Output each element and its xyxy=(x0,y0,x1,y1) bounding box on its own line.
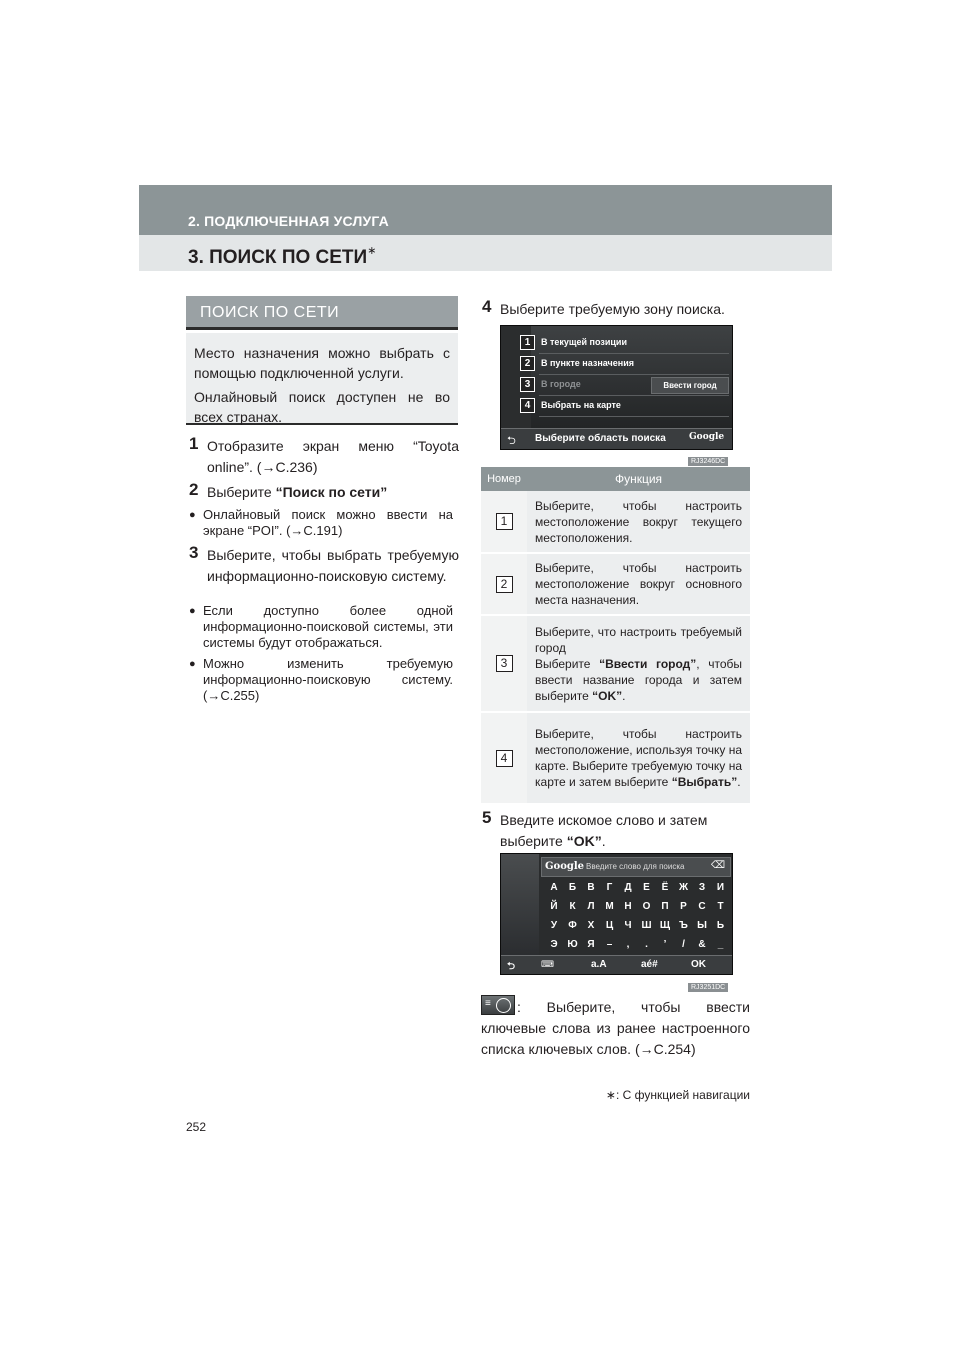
keyboard-key[interactable]: Т xyxy=(717,901,724,912)
step-4 xyxy=(482,297,752,320)
row-text xyxy=(527,712,750,804)
step-2 xyxy=(189,480,459,503)
screen-bottom-bar xyxy=(501,428,732,449)
row-text: Выберите, чтобы настроить местоположение вокруг основного места назначения. xyxy=(527,553,750,615)
keyboard-key[interactable]: Я xyxy=(587,939,595,950)
image-code-text: RJ3246DC xyxy=(688,457,728,466)
row-text-a: Выберите, чтобы настроить местоположение, используя точку на карте. Выберите требуемую точку на карте и затем выберите xyxy=(535,727,742,789)
step-bold-label: “Поиск по сети” xyxy=(275,484,388,500)
keyboard-key[interactable]: Ы xyxy=(697,920,707,931)
keyboard-key[interactable]: ’ xyxy=(663,939,667,950)
keyboard-key[interactable]: . xyxy=(645,939,648,950)
page-title xyxy=(188,244,376,269)
back-arrow-icon[interactable]: ⮌ xyxy=(507,435,516,447)
keyboard-screenshot xyxy=(500,853,733,975)
keyboard-key[interactable]: Г xyxy=(606,882,613,893)
table-row xyxy=(481,491,750,553)
step-text: Отобразите экран меню “Toyota online”. (→C.236) xyxy=(207,438,459,475)
menu-row-city[interactable] xyxy=(524,376,729,396)
step-text: Введите искомое слово и затем выберите xyxy=(500,812,708,849)
col-header-function: Функция xyxy=(527,467,750,491)
table-row xyxy=(481,712,750,804)
step-number: 1 xyxy=(189,434,199,453)
bullet-item: ● Если доступно более одной информационно-поисковой системы, эти системы будут отображаться. xyxy=(203,603,453,651)
keyboard-key[interactable]: А xyxy=(550,882,558,893)
row-label: В городе xyxy=(541,379,581,389)
bullet-item: ● Онлайновый поиск можно ввести на экране “POI”. (→C.191) xyxy=(203,507,453,539)
step-text: Выберите, чтобы выбрать требуемую информационно-поисковую систему. xyxy=(207,547,459,584)
row-number: 2 xyxy=(520,356,535,371)
row-bold: “OK” xyxy=(592,688,623,703)
number-box: 4 xyxy=(496,750,513,767)
symbols-button[interactable]: aé# xyxy=(641,959,658,970)
keyboard-key[interactable]: _ xyxy=(717,939,724,950)
step-1 xyxy=(189,434,459,478)
keyboard-key[interactable]: Ж xyxy=(678,882,689,893)
keyboard-key[interactable]: , xyxy=(626,939,630,950)
step-number: 5 xyxy=(482,808,492,827)
keyboard-key[interactable]: Д xyxy=(624,882,632,893)
row-bold: “Выбрать” xyxy=(671,775,738,789)
step-text: Выберите требуемую зону поиска. xyxy=(500,301,725,317)
step-text: Выберите xyxy=(207,484,276,500)
step-bold-label: “OK” xyxy=(566,833,602,849)
keyboard-key[interactable]: З xyxy=(698,882,706,893)
keyboard-key[interactable]: Й xyxy=(550,901,558,912)
footnote: ∗: С функцией навигации xyxy=(605,1088,750,1102)
row-number: 1 xyxy=(520,335,535,350)
intro-box-body xyxy=(186,333,458,425)
keyboard-key[interactable]: Л xyxy=(587,901,595,912)
number-box: 1 xyxy=(496,513,513,530)
keyword-history-icon: ≡ xyxy=(481,995,515,1015)
keyboard-key[interactable]: Ф xyxy=(568,920,577,931)
screen-title: Выберите область поиска xyxy=(535,433,666,444)
ok-button[interactable]: OK xyxy=(691,959,706,970)
keyboard-key[interactable]: Е xyxy=(643,882,650,893)
keyboard-key[interactable]: В xyxy=(587,882,595,893)
row-text-a: Выберите, что настроить требуемый город xyxy=(535,624,742,655)
intro-heading-text: ПОИСК ПО СЕТИ xyxy=(200,304,340,321)
row-text-d: . xyxy=(622,688,626,703)
keyboard-layout-icon[interactable]: ⌨ xyxy=(541,959,554,969)
keyboard-key[interactable]: Ц xyxy=(605,920,614,931)
keyboard-key[interactable]: К xyxy=(569,901,576,912)
enter-city-button[interactable]: Ввести город xyxy=(651,377,729,394)
keyboard-key[interactable]: Щ xyxy=(659,920,671,931)
row-text xyxy=(527,615,750,712)
search-word-input[interactable] xyxy=(541,857,731,877)
image-code xyxy=(688,976,728,994)
page-number: 252 xyxy=(186,1120,207,1134)
image-code xyxy=(688,450,728,468)
step-number: 3 xyxy=(189,543,199,562)
keyboard-key[interactable]: Ш xyxy=(641,920,652,931)
case-toggle-button[interactable]: a.A xyxy=(591,959,607,970)
keyboard-key[interactable]: С xyxy=(698,901,706,912)
keyboard-key[interactable]: У xyxy=(550,920,558,931)
input-placeholder: Введите слово для поиска xyxy=(586,862,685,871)
number-box: 3 xyxy=(496,655,513,672)
menu-row-map[interactable] xyxy=(524,397,729,417)
step-number: 2 xyxy=(189,480,199,499)
keyboard-key[interactable]: Р xyxy=(680,901,687,912)
row-num-cell xyxy=(481,553,527,615)
keyboard-key[interactable]: Ю xyxy=(567,939,578,950)
function-table xyxy=(481,467,750,805)
keyboard-key[interactable]: Ё xyxy=(661,882,669,893)
row-number: 3 xyxy=(520,377,535,392)
google-logo: Google xyxy=(545,861,585,872)
table-header xyxy=(481,467,750,491)
table-row xyxy=(481,553,750,615)
image-code-text: RJ3251DC xyxy=(688,983,728,992)
row-text-b: . xyxy=(737,775,741,789)
row-text-c: , чтобы ввести название города и затем выберите xyxy=(535,656,742,703)
menu-row-destination[interactable] xyxy=(524,355,729,375)
keyboard-key[interactable]: О xyxy=(642,901,651,912)
search-area-screenshot xyxy=(500,325,733,450)
title-footnote-mark: ∗ xyxy=(367,245,377,257)
intro-box-heading xyxy=(186,296,458,330)
keyboard-key[interactable]: / xyxy=(682,939,685,950)
table-row xyxy=(481,615,750,712)
keyboard-key[interactable]: Н xyxy=(624,901,632,912)
keyboard-key[interactable]: Б xyxy=(568,882,577,893)
row-label: В текущей позиции xyxy=(541,337,627,347)
keyboard-bottom-bar xyxy=(501,955,732,974)
bullet-item: ● Можно изменить требуемую информационно-поисковую систему. (→C.255) xyxy=(203,656,453,704)
menu-row-current[interactable] xyxy=(524,334,729,354)
step-3 xyxy=(189,543,459,587)
step-5 xyxy=(482,808,752,852)
keyboard-key[interactable]: Х xyxy=(587,920,595,931)
keyboard-key[interactable]: И xyxy=(716,882,725,893)
row-label: В пункте назначения xyxy=(541,358,634,368)
row-text: Выберите, чтобы настроить местоположение вокруг текущего местоположения. xyxy=(527,491,750,553)
col-header-number: Номер xyxy=(481,467,527,491)
row-num-cell xyxy=(481,491,527,553)
keyboard-key[interactable]: Ь xyxy=(716,920,725,931)
keyboard-key[interactable]: Э xyxy=(550,939,558,950)
back-arrow-icon[interactable]: ⮌ xyxy=(507,961,516,972)
intro-para-2: Онлайновый поиск доступен не во всех странах. xyxy=(194,389,450,425)
icon-description: : Выберите, чтобы ввести ключевые слова из ранее настроенного списка ключевых слов. (→C.254) xyxy=(481,999,750,1057)
keyboard-key[interactable]: – xyxy=(606,939,613,950)
keyboard-key[interactable]: М xyxy=(605,901,614,912)
step-number: 4 xyxy=(482,297,492,316)
row-number: 4 xyxy=(520,398,535,413)
backspace-icon[interactable]: ⌫ xyxy=(710,860,725,871)
keyboard-key[interactable]: & xyxy=(698,939,706,950)
row-label: Выбрать на карте xyxy=(541,400,621,410)
intro-para-1: Место назначения можно выбрать с помощью подключенной услуги. xyxy=(194,345,450,381)
google-logo: Google xyxy=(689,432,725,442)
keyboard-key[interactable]: Ч xyxy=(624,920,632,931)
row-text-b: Выберите xyxy=(535,656,600,671)
keyboard-key[interactable]: Ъ xyxy=(679,920,688,931)
step-text-end: . xyxy=(601,833,606,849)
row-bold: “Ввести город” xyxy=(599,656,697,671)
section-label: 2. ПОДКЛЮЧЕННАЯ УСЛУГА xyxy=(188,213,389,229)
row-num-cell xyxy=(481,712,527,804)
keyboard-key[interactable]: П xyxy=(661,901,669,912)
number-box: 2 xyxy=(496,576,513,593)
page-title-text: 3. ПОИСК ПО СЕТИ xyxy=(188,247,368,268)
row-num-cell xyxy=(481,615,527,712)
